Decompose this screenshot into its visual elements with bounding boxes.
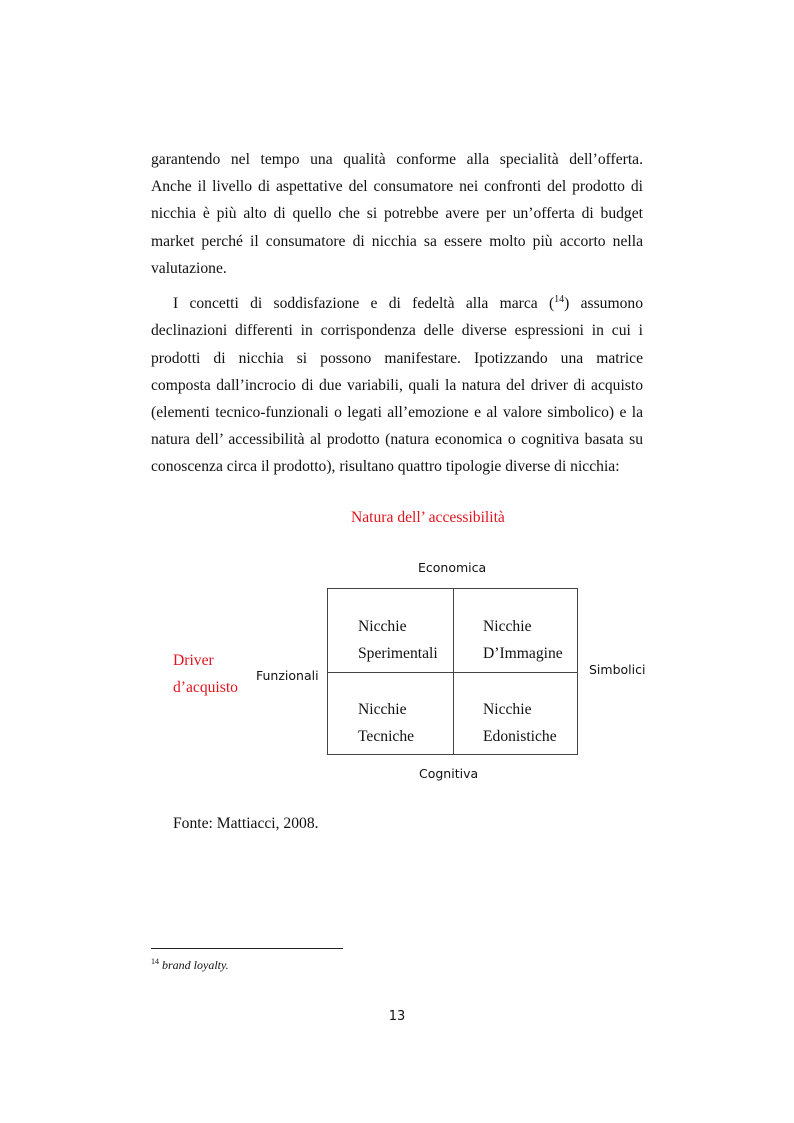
cell-text: Tecniche bbox=[358, 728, 415, 745]
cell-text: Nicchie bbox=[483, 618, 532, 635]
figure-source: Fonte: Mattiacci, 2008. bbox=[173, 815, 319, 832]
paragraph-text: I concetti di soddisfazione e di fedeltà alla marca ( bbox=[173, 295, 555, 313]
paragraph-first-line bbox=[151, 286, 643, 317]
paragraph-line: market perché il consumatore di nicchia sa essere molto più accorto nella bbox=[151, 232, 643, 250]
driver-label-line: d’acquisto bbox=[173, 679, 238, 696]
paragraph-line: (elementi tecnico-funzionali o legati all’emozione e al valore simbolico) e la bbox=[151, 404, 643, 421]
paragraph-line: Anche il livello di aspettative del consumatore nei confronti del prodotto di bbox=[151, 178, 643, 196]
paragraph-line: prodotti di nicchia si possono manifestare. Ipotizzando una matrice bbox=[151, 349, 643, 367]
axis-label-cognitiva: Cognitiva bbox=[419, 766, 479, 781]
paragraph-2 bbox=[151, 286, 643, 481]
footnote bbox=[151, 957, 229, 973]
cell-text: Nicchie bbox=[483, 701, 532, 718]
page-number: 13 bbox=[388, 1009, 406, 1024]
axis-label-funzionali: Funzionali bbox=[256, 668, 319, 683]
cell-text: D’Immagine bbox=[483, 645, 563, 662]
footnote-number: 14 bbox=[151, 957, 159, 966]
paragraph-line: natura dell’ accessibilità al prodotto (natura economica o cognitiva basata su bbox=[151, 431, 643, 449]
cell-sperimentali bbox=[358, 613, 438, 667]
driver-label bbox=[173, 647, 238, 701]
paragraph-line: garantendo nel tempo una qualità conforme alla specialità dell’offerta. bbox=[151, 151, 643, 168]
axis-label-simbolici: Simbolici bbox=[589, 662, 646, 677]
cell-text: Nicchie bbox=[358, 618, 407, 635]
footnote-rule bbox=[151, 948, 343, 949]
paragraph-1 bbox=[151, 146, 643, 282]
paragraph-line: valutazione. bbox=[151, 259, 227, 277]
paragraph-text: ) assumono bbox=[564, 295, 643, 313]
cell-text: Sperimentali bbox=[358, 645, 438, 662]
matrix-divider-horizontal bbox=[328, 672, 577, 673]
footnote-reference: 14 bbox=[554, 294, 565, 305]
cell-text: Nicchie bbox=[358, 701, 407, 718]
figure-title: Natura dell’ accessibilità bbox=[351, 509, 505, 526]
footnote-text: brand loyalty. bbox=[162, 958, 229, 972]
cell-edonistiche bbox=[483, 696, 557, 750]
cell-immagine bbox=[483, 613, 563, 667]
cell-text: Edonistiche bbox=[483, 728, 557, 745]
paragraph-line: nicchia è più alto di quello che si potrebbe avere per un’offerta di budget bbox=[151, 205, 643, 223]
paragraph-line: declinazioni differenti in corrispondenza delle diverse espressioni in cui i bbox=[151, 322, 643, 340]
paragraph-line: conoscenza circa il prodotto), risultano quattro tipologie diverse di nicchia: bbox=[151, 458, 620, 476]
cell-tecniche bbox=[358, 696, 414, 750]
axis-label-economica: Economica bbox=[418, 560, 487, 575]
driver-label-line: Driver bbox=[173, 652, 214, 669]
paragraph-line: composta dall’incrocio di due variabili, quali la natura del driver di acquisto bbox=[151, 376, 643, 394]
niche-matrix bbox=[327, 588, 578, 755]
